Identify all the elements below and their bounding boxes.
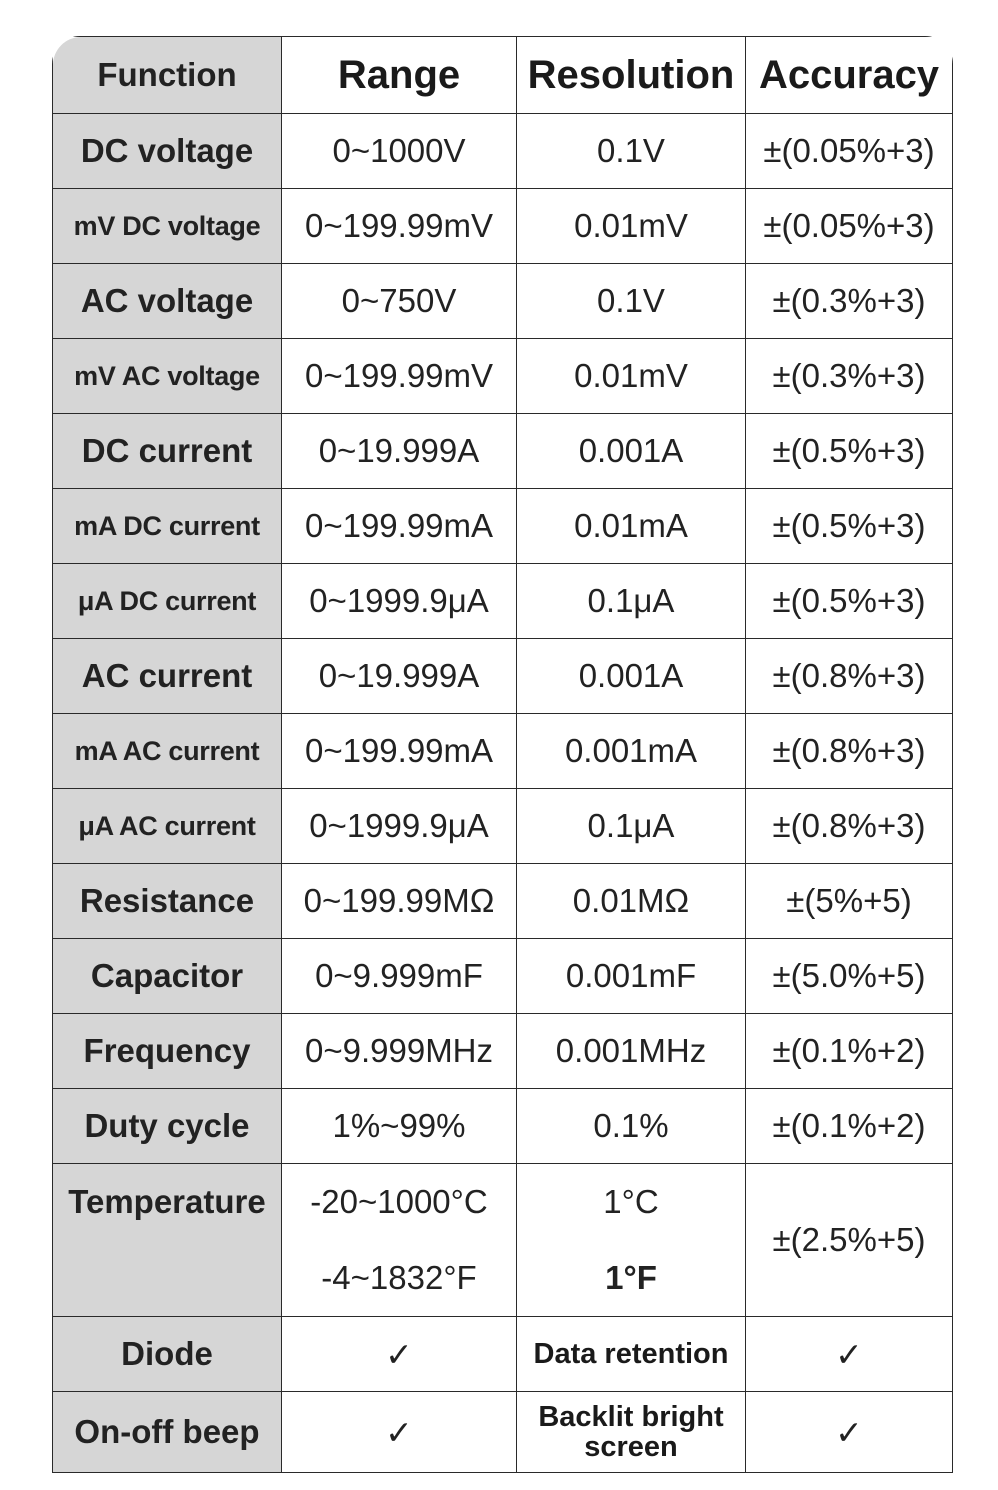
resolution-cell: 0.1μA [517,789,746,864]
temperature-accuracy-cell: ±(2.5%+5) [746,1164,953,1317]
temperature-label: Temperature [68,1183,266,1220]
accuracy-cell: ±(0.3%+3) [746,339,953,414]
resolution-cell: 0.1% [517,1089,746,1164]
diode-check-icon: ✓ [282,1317,517,1392]
temperature-resolution-f: 1°F [605,1259,657,1296]
table-row [53,939,953,1014]
range-cell: 0~1999.9μA [282,789,517,864]
resolution-cell: 0.001MHz [517,1014,746,1089]
temperature-resolution-c: 1°C [603,1183,659,1220]
function-cell: AC current [53,639,282,714]
function-cell: Frequency [53,1014,282,1089]
range-cell: 0~199.99MΩ [282,864,517,939]
table-row [53,864,953,939]
function-cell: DC voltage [53,114,282,189]
range-cell: 0~9.999mF [282,939,517,1014]
table-row [53,114,953,189]
header-row [53,37,953,114]
header-function: Function [53,37,282,114]
resolution-cell: 0.1V [517,114,746,189]
temperature-range-c: -20~1000°C [310,1183,488,1220]
function-cell: AC voltage [53,264,282,339]
range-cell: 0~750V [282,264,517,339]
resolution-cell: 0.01mA [517,489,746,564]
range-cell: 0~199.99mV [282,189,517,264]
resolution-cell: 0.001mF [517,939,746,1014]
table-row [53,189,953,264]
function-cell: mV AC voltage [53,339,282,414]
function-cell: μA AC current [53,789,282,864]
range-cell: 0~199.99mA [282,714,517,789]
accuracy-cell: ±(0.8%+3) [746,639,953,714]
function-cell: DC current [53,414,282,489]
table-row [53,339,953,414]
range-cell: 0~9.999MHz [282,1014,517,1089]
header-accuracy: Accuracy [746,37,953,114]
resolution-cell: 0.001mA [517,714,746,789]
data-retention-check-icon: ✓ [746,1317,953,1392]
range-cell: 0~1999.9μA [282,564,517,639]
resolution-cell: 0.1μA [517,564,746,639]
backlit-label: Backlit bright screen [517,1392,746,1473]
accuracy-cell: ±(0.5%+3) [746,564,953,639]
backlit-check-icon: ✓ [746,1392,953,1473]
table-row [53,414,953,489]
onoff-beep-check-icon: ✓ [282,1392,517,1473]
table-row [53,639,953,714]
accuracy-cell: ±(0.05%+3) [746,189,953,264]
function-cell: mA AC current [53,714,282,789]
table-row [53,264,953,339]
resolution-cell: 0.01mV [517,189,746,264]
function-cell: mA DC current [53,489,282,564]
accuracy-cell: ±(0.8%+3) [746,714,953,789]
onoff-beep-label: On-off beep [53,1392,282,1473]
resolution-cell: 0.001A [517,639,746,714]
function-cell: Capacitor [53,939,282,1014]
table-row [53,714,953,789]
accuracy-cell: ±(0.5%+3) [746,414,953,489]
spec-table [52,36,953,1473]
feature-row [53,1317,953,1392]
function-cell: Resistance [53,864,282,939]
temperature-row [53,1164,953,1317]
resolution-cell: 0.01MΩ [517,864,746,939]
range-cell: 0~19.999A [282,414,517,489]
accuracy-cell: ±(0.1%+2) [746,1014,953,1089]
accuracy-cell: ±(0.05%+3) [746,114,953,189]
header-resolution: Resolution [517,37,746,114]
accuracy-cell: ±(0.5%+3) [746,489,953,564]
accuracy-cell: ±(0.8%+3) [746,789,953,864]
feature-row [53,1392,953,1473]
resolution-cell: 0.001A [517,414,746,489]
temperature-resolution-cell [517,1164,746,1317]
diode-label: Diode [53,1317,282,1392]
table-row [53,789,953,864]
function-cell: μA DC current [53,564,282,639]
resolution-cell: 0.01mV [517,339,746,414]
range-cell: 0~199.99mA [282,489,517,564]
table-row [53,489,953,564]
table-row [53,1089,953,1164]
header-range: Range [282,37,517,114]
range-cell: 0~199.99mV [282,339,517,414]
resolution-cell: 0.1V [517,264,746,339]
accuracy-cell: ±(0.3%+3) [746,264,953,339]
range-cell: 0~19.999A [282,639,517,714]
temperature-range-f: -4~1832°F [321,1259,477,1296]
table-row [53,564,953,639]
accuracy-cell: ±(0.1%+2) [746,1089,953,1164]
range-cell: 0~1000V [282,114,517,189]
function-cell: Duty cycle [53,1089,282,1164]
table-row [53,1014,953,1089]
accuracy-cell: ±(5%+5) [746,864,953,939]
function-cell: mV DC voltage [53,189,282,264]
data-retention-label: Data retention [517,1317,746,1392]
temperature-range-cell [282,1164,517,1317]
range-cell: 1%~99% [282,1089,517,1164]
accuracy-cell: ±(5.0%+5) [746,939,953,1014]
temperature-function-cell [53,1164,282,1317]
